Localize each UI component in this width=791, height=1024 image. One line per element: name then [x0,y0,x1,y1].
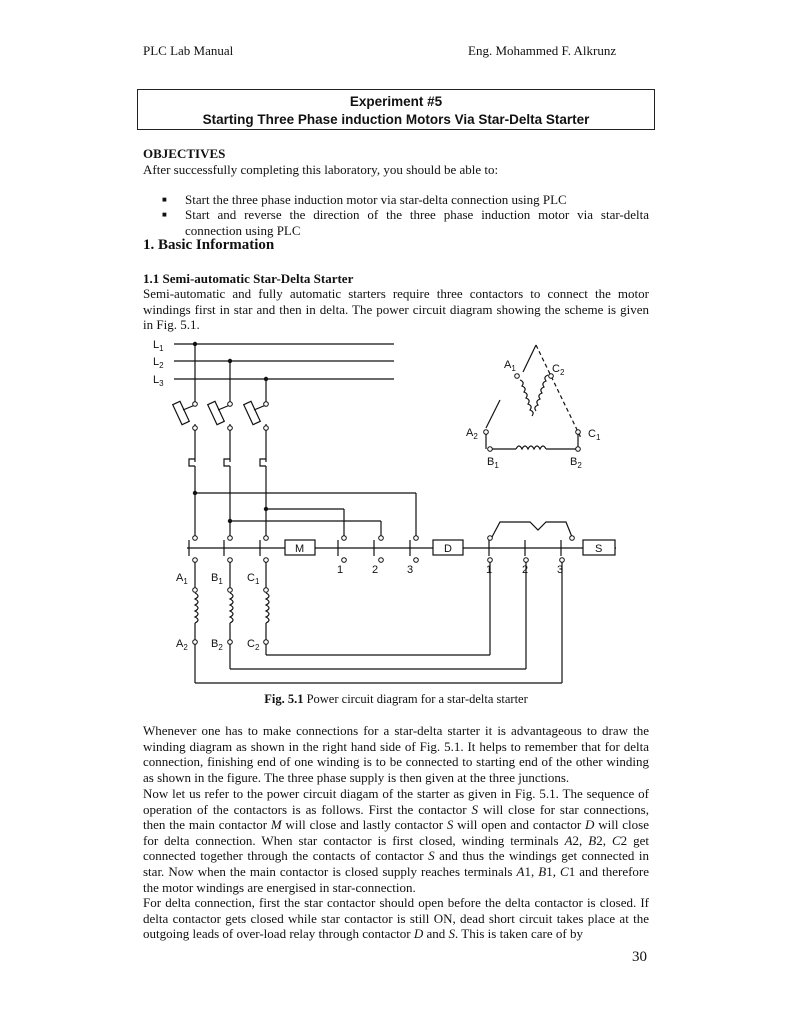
objectives-heading: OBJECTIVES [143,146,226,161]
experiment-number: Experiment #5 [349,94,443,109]
objectives-intro: After successfully completing this laboratory, you should be able to: [143,161,499,177]
label-B1: $B_1$ [211,572,223,586]
section-paragraph: Semi-automatic and fully automatic starters require three contactors to connect the motor windings first in star and then in delta. The power circuit diagram showing the scheme is given in Fig. 5.1. [143,286,649,333]
label-A1: $A_1$ [176,572,188,586]
label-A2: $A_2$ [176,638,188,652]
label-C2: $C_2$ [247,638,260,652]
label-delta-C2: $C_2$ [552,363,565,377]
label-contactor-S: S [595,543,603,555]
label-contactor-D: D [444,543,452,555]
label-m-1: 1 [337,564,344,576]
label-L3: $L_3$ [153,374,164,388]
page-number: 30 [632,949,647,965]
bullet-square-icon: ■ [162,195,167,204]
label-B2: $B_2$ [211,638,223,652]
label-d-2: 2 [522,564,529,576]
header-left: PLC Lab Manual [143,43,234,58]
section-heading: 1. Basic Information [143,237,275,253]
label-d-3: 3 [557,564,564,576]
label-contactor-M: M [295,543,305,555]
figure-caption: Fig. 5.1 Power circuit diagram for a star-delta starter [264,692,528,706]
paragraph-winding-diagram: Whenever one has to make connections for a star-delta starter it is advantageous to draw the winding diagram as shown in the right hand side of Fig. 5.1. It helps to remember that for delta connection, finishing end of one winding is to be connected to starting end of the other winding as shown in the figure. The three phase supply is then given at the three junctions. [143,723,649,785]
paragraph-delta: For delta connection, first the star contactor should open before the delta contactor is closed. If delta contactor gets closed while star contactor is still ON, dead short circuit takes place at the outgoing leads of over-load relay through contactor D and S. This is taken care of by [143,895,649,942]
experiment-title: Starting Three Phase induction Motors Via Star-Delta Starter [202,112,590,127]
subsection-heading: 1.1 Semi-automatic Star-Delta Starter [143,271,354,286]
label-m-2: 2 [372,564,379,576]
label-delta-A2: $A_2$ [466,427,478,441]
label-delta-A1: $A_1$ [504,359,516,373]
objective-bullet-1: ■ Start the three phase induction motor via star-delta connection using PLC [162,192,567,207]
label-delta-C1: $C_1$ [588,428,601,442]
bullet-square-icon: ■ [162,210,167,219]
label-m-3: 3 [407,564,414,576]
label-d-1: 1 [486,564,493,576]
paragraph-sequence: Now let us refer to the power circuit diagam of the starter as given in Fig. 5.1. The sequence of operation of the contactors is as follows. First the contactor S will close for star connections, then the main contactor M will close and lastly contactor S will open and contactor D will close for delta connection. When star contactor is first closed, winding terminals A2, B2, C2 get connected together through the contacts of contactor S and thus the windings get connected in star. Now when the main contactor is closed supply reaches terminals A1, B1, C1 and therefore the motor windings are energised in star-connection. [143,786,650,895]
label-C1: $C_1$ [247,572,260,586]
label-delta-B2: $B_2$ [570,456,582,470]
header-right: Eng. Mohammed F. Alkrunz [468,43,617,58]
label-L1: $L_1$ [153,339,164,353]
objective-bullet-2: ■ Start and reverse the direction of the three phase induction motor via star-delta connection using PLC [162,207,649,238]
label-L2: $L_2$ [153,356,164,370]
label-delta-B1: $B_1$ [487,456,499,470]
